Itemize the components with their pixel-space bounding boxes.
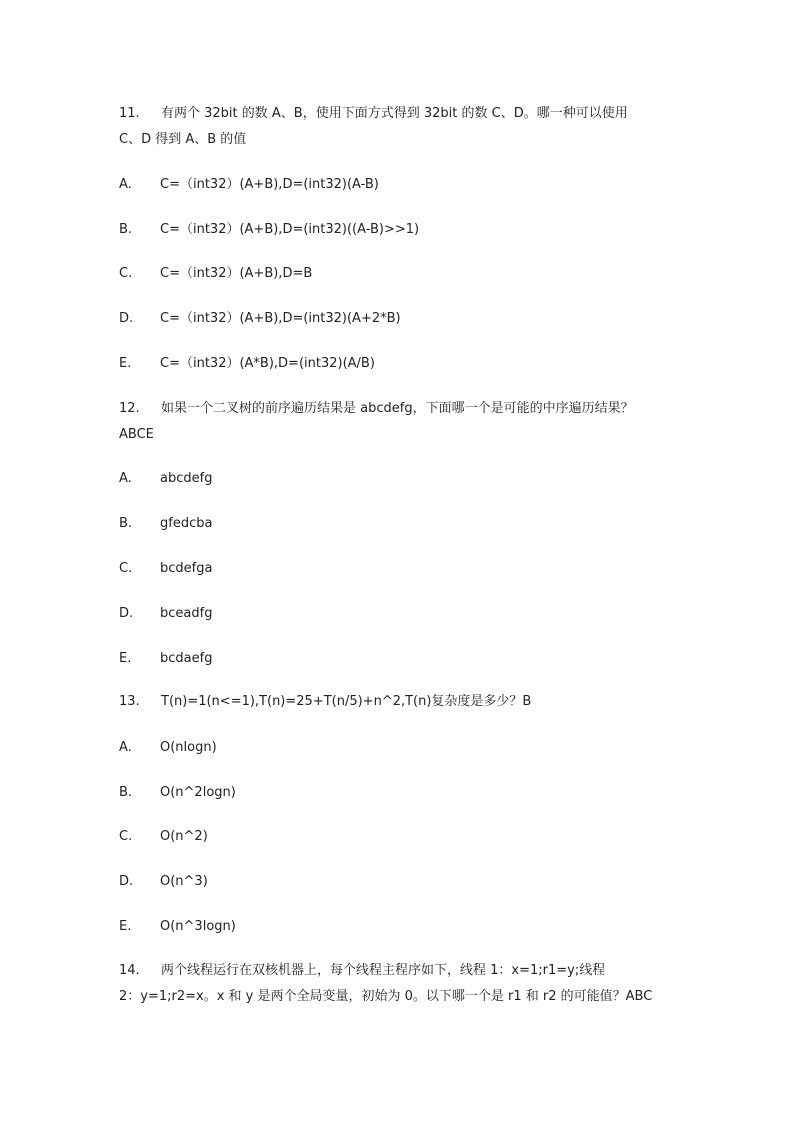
option-11-a	[119, 175, 694, 195]
option-11-d	[119, 309, 694, 329]
option-13-c	[119, 827, 694, 847]
option-letter: B.	[119, 222, 133, 237]
option-text: O(nlogn)	[160, 740, 217, 755]
question-text: 两个线程运行在双核机器上，每个线程主程序如下，线程 1：x=1;r1=y;线程	[161, 963, 606, 978]
option-text: bceadfg	[160, 606, 213, 621]
option-text: gfedcba	[160, 516, 213, 531]
question-13-line-1	[119, 692, 694, 712]
question-number: 14.	[119, 963, 140, 978]
question-12-line-2: ABCE	[119, 427, 154, 442]
option-text: O(n^3logn)	[160, 919, 236, 934]
option-letter: E.	[119, 356, 132, 371]
option-13-a	[119, 738, 694, 758]
option-letter: D.	[119, 311, 134, 326]
question-number: 13.	[119, 694, 140, 709]
option-letter: A.	[119, 471, 132, 486]
option-letter: D.	[119, 874, 134, 889]
option-13-b	[119, 783, 694, 803]
option-text: O(n^2)	[160, 829, 208, 844]
question-number: 12.	[119, 401, 140, 416]
option-12-c	[119, 559, 694, 579]
option-12-d	[119, 604, 694, 624]
option-text: C=（int32）(A*B),D=(int32)(A/B)	[160, 356, 375, 371]
option-letter: E.	[119, 651, 132, 666]
option-letter: E.	[119, 919, 132, 934]
option-text: bcdefga	[160, 561, 213, 576]
option-11-e	[119, 354, 694, 374]
option-11-c	[119, 264, 694, 284]
option-text: O(n^3)	[160, 874, 208, 889]
question-text: T(n)=1(n<=1),T(n)=25+T(n/5)+n^2,T(n)复杂度是多少？B	[161, 694, 532, 709]
option-letter: C.	[119, 829, 133, 844]
option-11-b	[119, 220, 694, 240]
option-text: C=（int32）(A+B),D=B	[160, 266, 313, 281]
option-letter: A.	[119, 177, 132, 192]
question-11-line-2: C、D 得到 A、B 的值	[119, 132, 247, 147]
option-letter: D.	[119, 606, 134, 621]
option-text: O(n^2logn)	[160, 785, 236, 800]
option-letter: C.	[119, 561, 133, 576]
question-number: 11.	[119, 106, 140, 121]
option-13-d	[119, 872, 694, 892]
option-12-e	[119, 649, 694, 669]
option-text: C=（int32）(A+B),D=(int32)((A-B)>>1)	[160, 222, 420, 237]
question-text: 有两个 32bit 的数 A、B，使用下面方式得到 32bit 的数 C、D。哪一种可以使用	[161, 106, 628, 121]
option-text: abcdefg	[160, 471, 213, 486]
option-letter: B.	[119, 516, 133, 531]
question-11-line-1	[119, 104, 694, 124]
option-letter: C.	[119, 266, 133, 281]
option-13-e	[119, 917, 694, 937]
option-text: C=（int32）(A+B),D=(int32)(A+2*B)	[160, 311, 401, 326]
option-text: C=（int32）(A+B),D=(int32)(A-B)	[160, 177, 379, 192]
option-12-b	[119, 514, 694, 534]
question-12-line-1	[119, 399, 694, 419]
question-14-line-1	[119, 961, 694, 981]
question-14-line-2: 2：y=1;r2=x。x 和 y 是两个全局变量，初始为 0。以下哪一个是 r1 和 r2 的可能值？ABC	[119, 989, 653, 1004]
option-letter: A.	[119, 740, 132, 755]
question-text: 如果一个二叉树的前序遍历结果是 abcdefg，下面哪一个是可能的中序遍历结果？	[161, 401, 634, 416]
option-text: bcdaefg	[160, 651, 213, 666]
option-letter: B.	[119, 785, 133, 800]
option-12-a	[119, 469, 694, 489]
